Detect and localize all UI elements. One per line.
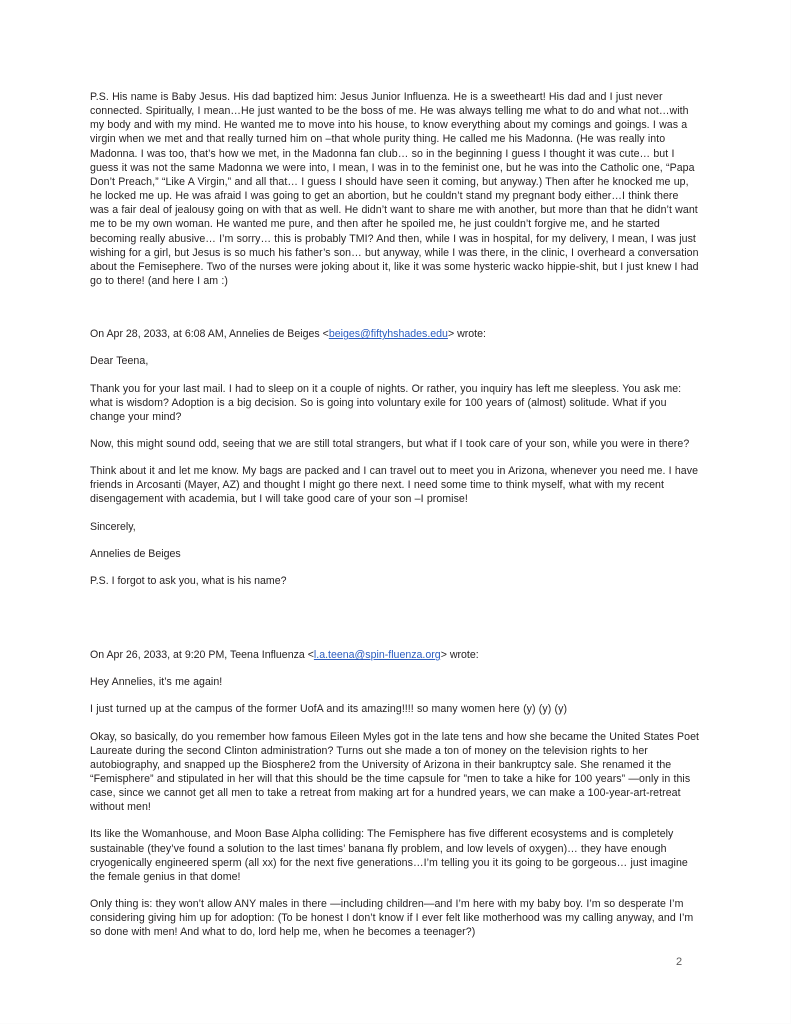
paragraph-postscript-fragment: P.S. His name is Baby Jesus. His dad baptized him: Jesus Junior Influenza. He is a sweetheart! His dad and I just never connected. Spiritually, I mean…He just wanted to be the boss of me. He was always telling me what to do and what not…with my body and with my mind. He wanted me to move into his house, to know everything about my comings and goings. I was a virgin when we met and that really turned him on –that whole purity thing. He called me his Madonna. (He was really into Madonna. I was too, that’s how we met, in the Madonna fan club… so in the beginning I guess I thought it was cute… but I guess it was not the same Madonna we were into, I mean, I was in to the feminist one, but he was into the Catholic one, “Papa Don’t Preach,” “Like A Virgin,” and all that… I guess I should have seen it coming, but anyway.) Then after he knocked me up, he locked me up. He was afraid I was going to get an abortion, but he couldn’t stand my pregnant body either…I think there was a fair deal of jealousy going on with that as well. He didn’t want to share me with another, but more than that he didn’t want me to be my own woman. He wanted me pure, and then after he spoiled me, he just couldn’t forgive me, and he started becoming really abusive… I’m sorry… this is probably TMI? And then, while I was in hospital, for my delivery, I mean, I was just wishing for a girl, but Jesus is so much his father’s son… but anyway, while I was there, in the clinic, I overheard a conversation about the Femisephere. Two of the nurses were joking about it, like it was some hysteric wacko hippie-shit, but I just knew I had go to there! (and here I am :): [90, 91, 699, 288]
email-link-teena[interactable]: l.a.teena@spin-fluenza.org: [313, 649, 441, 662]
paragraph-femisphere-description: Its like the Womanhouse, and Moon Base Alpha colliding: The Femisphere has five different ecosystems and is completely sustainable (they’ve found a solution to the last times’ banana fly problem, and low levels of oxygen)… they have enough cryogenically engineered sperm (all xx) for the next five generations…I’m telling you it its going to be gorgeous… just imagine the female genius in that dome!: [90, 828, 688, 883]
header-suffix-text: > wrote:: [440, 649, 479, 662]
salutation-hey-annelies: Hey Annelies, it’s me again!: [90, 676, 223, 689]
salutation-dear-teena: Dear Teena,: [90, 355, 149, 368]
page-number: 2: [676, 956, 683, 968]
paragraph-eileen-myles-backstory: Okay, so basically, do you remember how famous Eileen Myles got in the late tens and how she became the United States Poet Laureate during the second Clinton administration? Turns out she made a ton of money on the television rights to her autobiography, and snapped up the Biosphere2 from the University of Arizona in their bankruptcy sale. She renamed it the “Femisphere” and stipulated in her will that this should be the time capsule for ”men to take a hike for 100 years” —only in this case, since we cannot get all men to take a retreat from making art for a hundred years, we can make a 100-year-art-retreat without men!: [90, 730, 700, 814]
header-prefix-text: On Apr 26, 2033, at 9:20 PM, Teena Influenza <: [90, 649, 314, 662]
postscript-ask-name: P.S. I forgot to ask you, what is his name?: [90, 574, 287, 587]
message-annelies: [90, 327, 700, 588]
section-spacer: [90, 301, 700, 327]
email-link-beiges[interactable]: beiges@fiftyhshades.edu: [328, 328, 448, 341]
paragraph-no-males-allowed: Only thing is: they won’t allow ANY males in there —including children—and I’m here with my baby boy. I’m so desperate I’m considering giving him up for adoption: (To be honest I don’t know if I ever felt like motherhood was my calling anyway, and I’m so done with men! And what to do, lord help me, when he becomes a teenager?): [90, 898, 694, 939]
signature-name: Annelies de Beiges: [90, 547, 181, 560]
header-suffix-text: > wrote:: [447, 328, 486, 341]
message-separator-spacer: [90, 601, 700, 648]
message-teena: [90, 648, 700, 940]
document-body: [90, 90, 700, 953]
paragraph-thank-you: Thank you for your last mail. I had to sleep on it a couple of nights. Or rather, you inquiry has left me sleepless. You ask me: what is wisdom? Adoption is a big decision. So is going into voluntary exile for 100 years of (almost) solitude. What if you change your mind?: [90, 382, 682, 423]
paragraph-offer-care: Now, this might sound odd, seeing that we are still total strangers, but what if I took care of your son, while you were in there?: [90, 437, 690, 450]
closing-sincerely: Sincerely,: [90, 520, 136, 533]
paragraph-think-about-it: Think about it and let me know. My bags are packed and I can travel out to meet you in Arizona, whenever you need me. I have friends in Arcosanti (Mayer, AZ) and thought I might go there next. I need some time to think myself, what with my recent disengagement with academia, but I will take good care of your son –I promise!: [90, 465, 699, 506]
paragraph-campus-arrival: I just turned up at the campus of the former UofA and its amazing!!!! so many women here (y) (y) (y): [90, 703, 568, 716]
header-prefix-text: On Apr 28, 2033, at 6:08 AM, Annelies de Beiges <: [90, 328, 329, 341]
message-header-teena: [90, 648, 700, 662]
message-header-annelies: [90, 327, 700, 341]
